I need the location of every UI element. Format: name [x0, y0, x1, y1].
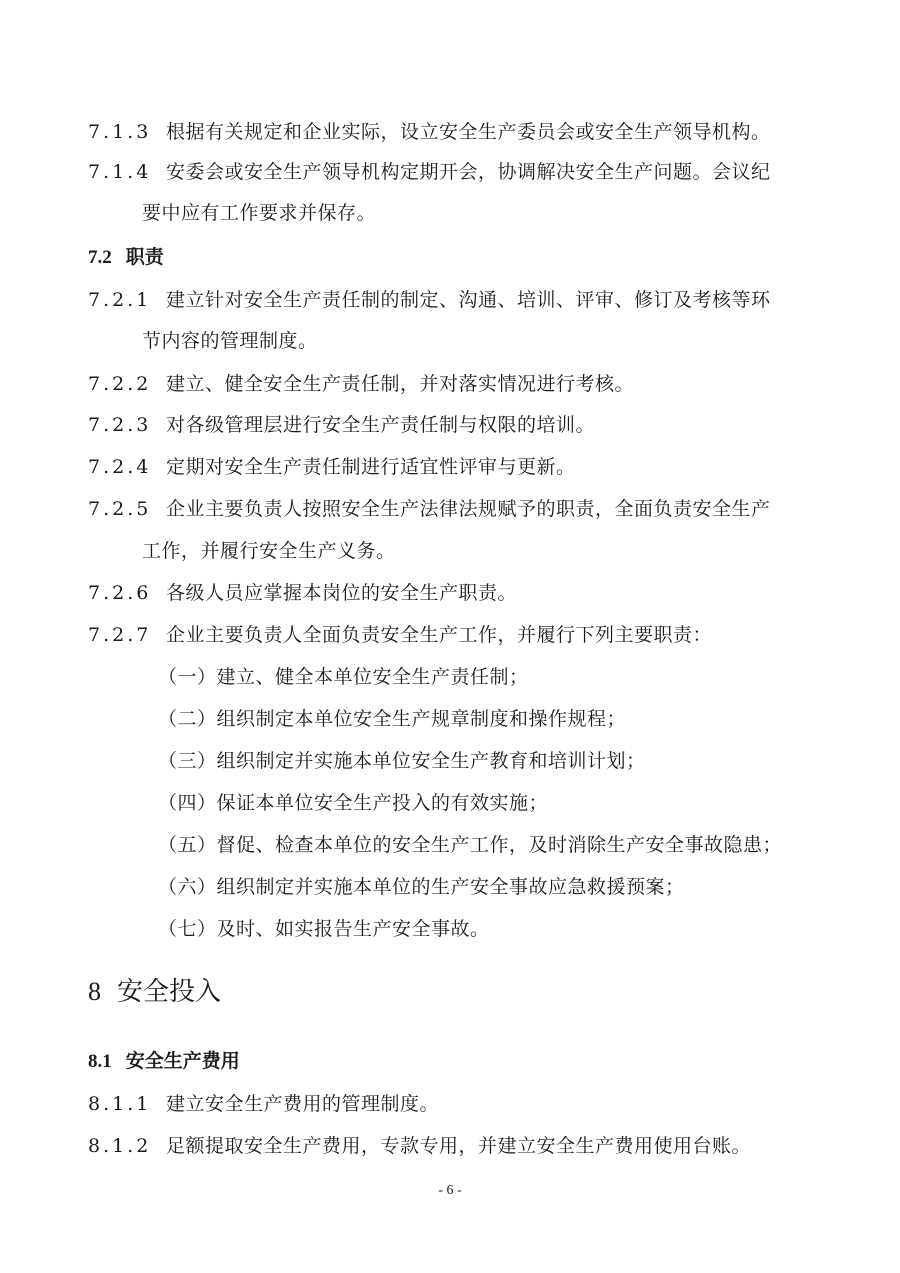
clause-7-2-1	[88, 286, 771, 314]
clause-7-2-1-continued	[142, 327, 318, 355]
duty-text: （六）组织制定并实施本单位的生产安全事故应急救援预案；	[158, 876, 685, 898]
section-number: 8.1	[88, 1051, 112, 1072]
clause-number: 7.2.3	[88, 414, 152, 436]
section-title: 职责	[125, 246, 164, 268]
duty-item-6	[158, 873, 685, 901]
section-title: 安全生产费用	[125, 1050, 240, 1072]
clause-7-2-2	[88, 370, 634, 398]
clause-7-1-4-continued	[142, 199, 376, 227]
clause-number: 7.2.7	[88, 624, 152, 646]
clause-number: 7.2.2	[88, 373, 152, 395]
clause-text: 建立、健全安全生产责任制，并对落实情况进行考核。	[166, 373, 635, 395]
clause-8-1-1	[88, 1090, 439, 1118]
clause-7-2-4	[88, 453, 576, 481]
section-number: 7.2	[88, 247, 112, 268]
clause-7-1-4	[88, 158, 771, 186]
clause-text: 足额提取安全生产费用，专款专用，并建立安全生产费用使用台账。	[166, 1135, 752, 1157]
clause-number: 7.1.4	[88, 161, 152, 183]
duty-text: （一）建立、健全本单位安全生产责任制；	[158, 666, 529, 688]
clause-number: 8.1.2	[88, 1135, 152, 1157]
duty-item-4	[158, 789, 548, 817]
clause-number: 7.2.4	[88, 456, 152, 478]
chapter-number: 8	[88, 977, 101, 1006]
chapter-title: 安全投入	[117, 977, 222, 1007]
clause-text: 根据有关规定和企业实际，设立安全生产委员会或安全生产领导机构。	[166, 121, 771, 143]
clause-text: 要中应有工作要求并保存。	[142, 202, 377, 224]
duty-item-7	[158, 915, 490, 943]
duty-item-2	[158, 705, 626, 733]
clause-text: 建立针对安全生产责任制的制定、沟通、培训、评审、修订及考核等环	[166, 289, 771, 311]
chapter-heading-8	[88, 975, 221, 1009]
clause-7-2-6	[88, 579, 517, 607]
duty-text: （五）督促、检查本单位的安全生产工作，及时消除生产安全事故隐患；	[158, 834, 783, 856]
page-number: - 6 -	[438, 1183, 462, 1198]
clause-number: 7.1.3	[88, 121, 152, 143]
duty-text: （四）保证本单位安全生产投入的有效实施；	[158, 792, 549, 814]
clause-text: 安委会或安全生产领导机构定期开会，协调解决安全生产问题。会议纪	[166, 161, 771, 183]
clause-7-2-5	[88, 495, 771, 523]
duty-item-3	[158, 747, 646, 775]
clause-text: 建立安全生产费用的管理制度。	[166, 1093, 440, 1115]
clause-number: 7.2.1	[88, 289, 152, 311]
duty-item-1	[158, 663, 529, 691]
duty-text: （二）组织制定本单位安全生产规章制度和操作规程；	[158, 708, 627, 730]
duty-text: （三）组织制定并实施本单位安全生产教育和培训计划；	[158, 750, 646, 772]
section-heading-8-1	[88, 1047, 240, 1076]
clause-text: 各级人员应掌握本岗位的安全生产职责。	[166, 582, 518, 604]
clause-7-1-3	[88, 118, 771, 146]
duty-text: （七）及时、如实报告生产安全事故。	[158, 918, 490, 940]
clause-7-2-3	[88, 411, 595, 439]
clause-text: 企业主要负责人按照安全生产法律法规赋予的职责，全面负责安全生产	[166, 498, 771, 520]
section-heading-7-2	[88, 243, 164, 272]
clause-8-1-2	[88, 1132, 751, 1160]
clause-number: 7.2.5	[88, 498, 152, 520]
duty-item-5	[158, 831, 782, 859]
clause-number: 7.2.6	[88, 582, 152, 604]
clause-text: 对各级管理层进行安全生产责任制与权限的培训。	[166, 414, 596, 436]
clause-text: 工作，并履行安全生产义务。	[142, 540, 396, 562]
clause-7-2-5-continued	[142, 537, 396, 565]
clause-text: 节内容的管理制度。	[142, 330, 318, 352]
clause-text: 企业主要负责人全面负责安全生产工作，并履行下列主要职责：	[166, 624, 713, 646]
clause-7-2-7	[88, 621, 712, 649]
clause-number: 8.1.1	[88, 1093, 152, 1115]
clause-text: 定期对安全生产责任制进行适宜性评审与更新。	[166, 456, 576, 478]
